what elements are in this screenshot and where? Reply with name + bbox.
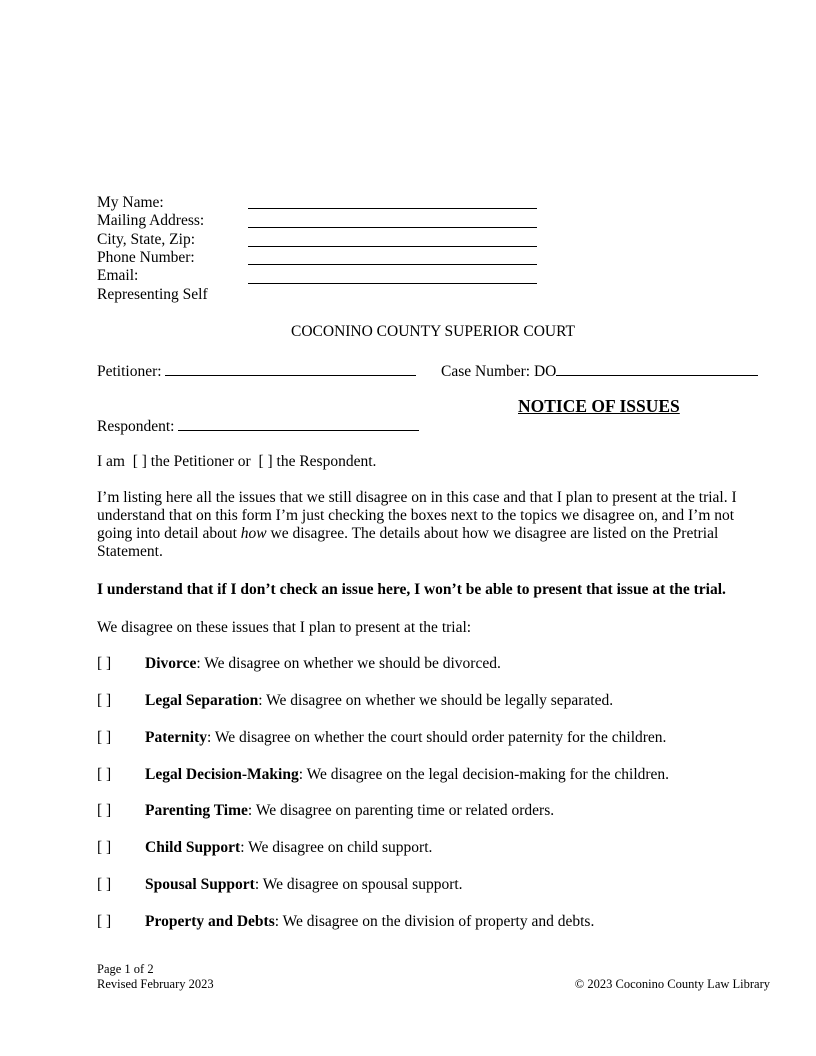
- issue-checkbox[interactable]: [ ]: [97, 766, 112, 783]
- phone-number-field[interactable]: [248, 264, 537, 265]
- copyright-notice: © 2023 Coconino County Law Library: [574, 977, 770, 991]
- issue-item: [97, 766, 765, 784]
- issue-description: : We disagree on the division of property and debts.: [274, 913, 595, 930]
- respondent-label: Respondent:: [97, 418, 175, 435]
- issue-name: Legal Separation: [145, 692, 259, 709]
- issue-item: [97, 655, 765, 673]
- representing-self-text: Representing Self: [97, 286, 208, 303]
- lead-in-text: We disagree on these issues that I plan to present at the trial:: [97, 619, 472, 636]
- my-name-field[interactable]: [248, 208, 537, 209]
- issue-name: Child Support: [145, 839, 241, 856]
- email-label: Email:: [97, 267, 139, 284]
- intro-text-1: I’m listing here all the issues that we still disagree on in this case and that I plan to present at the trial. I understand that on this form I’m just checking the boxes next to the topics we disagree on, and I’m not going into detail about: [97, 489, 737, 542]
- issue-checkbox[interactable]: [ ]: [97, 655, 112, 672]
- issue-name: Paternity: [145, 729, 207, 746]
- issue-description: : We disagree on whether we should be divorced.: [196, 655, 501, 672]
- warning-text: I understand that if I don’t check an issue here, I won’t be able to present that issue at the trial.: [97, 581, 726, 598]
- issue-checkbox[interactable]: [ ]: [97, 876, 112, 893]
- issue-item: [97, 729, 765, 747]
- court-name: COCONINO COUNTY SUPERIOR COURT: [291, 323, 575, 340]
- case-number-row: [441, 360, 758, 381]
- respondent-row: [97, 415, 419, 436]
- intro-paragraph: [97, 489, 765, 561]
- issue-name: Divorce: [145, 655, 197, 672]
- document-title: NOTICE OF ISSUES: [518, 396, 680, 416]
- respondent-checkbox[interactable]: [ ] the Respondent.: [258, 453, 377, 470]
- issue-description: : We disagree on whether the court should order paternity for the children.: [206, 729, 667, 746]
- intro-text-2: we disagree. The details about how we disagree are listed on the Pretrial Statement.: [97, 525, 719, 560]
- case-number-label: Case Number: DO: [441, 363, 557, 380]
- issue-description: : We disagree on parenting time or related orders.: [247, 802, 555, 819]
- phone-number-label: Phone Number:: [97, 249, 195, 266]
- mailing-address-label: Mailing Address:: [97, 212, 205, 229]
- issue-checkbox[interactable]: [ ]: [97, 692, 112, 709]
- issue-item: [97, 692, 765, 710]
- email-field[interactable]: [248, 283, 537, 284]
- issue-name: Property and Debts: [145, 913, 275, 930]
- issue-name: Parenting Time: [145, 802, 248, 819]
- issue-item: [97, 839, 765, 857]
- petitioner-field[interactable]: [165, 360, 416, 376]
- respondent-field[interactable]: [178, 415, 419, 431]
- city-state-zip-field[interactable]: [248, 246, 537, 247]
- my-name-label: My Name:: [97, 194, 164, 211]
- i-am-text: I am: [97, 453, 125, 470]
- issue-checkbox[interactable]: [ ]: [97, 913, 112, 930]
- petitioner-row: [97, 360, 416, 381]
- page-number: Page 1 of 2: [97, 962, 154, 976]
- petitioner-checkbox[interactable]: [ ] the Petitioner or: [132, 453, 251, 470]
- intro-emphasis: how: [240, 525, 267, 542]
- case-number-field[interactable]: [556, 360, 758, 376]
- issue-description: : We disagree on whether we should be legally separated.: [258, 692, 614, 709]
- mailing-address-field[interactable]: [248, 227, 537, 228]
- issue-description: : We disagree on spousal support.: [254, 876, 463, 893]
- issue-checkbox[interactable]: [ ]: [97, 839, 112, 856]
- issue-checkbox[interactable]: [ ]: [97, 802, 112, 819]
- issue-item: [97, 913, 765, 931]
- petitioner-label: Petitioner:: [97, 363, 162, 380]
- issue-name: Legal Decision-Making: [145, 766, 299, 783]
- issue-description: : We disagree on the legal decision-making for the children.: [298, 766, 670, 783]
- issue-checkbox[interactable]: [ ]: [97, 729, 112, 746]
- city-state-zip-label: City, State, Zip:: [97, 231, 196, 248]
- party-role-row: [97, 453, 376, 471]
- issue-name: Spousal Support: [145, 876, 255, 893]
- issue-description: : We disagree on child support.: [240, 839, 433, 856]
- issue-item: [97, 876, 765, 894]
- revision-date: Revised February 2023: [97, 977, 214, 991]
- issue-item: [97, 802, 765, 820]
